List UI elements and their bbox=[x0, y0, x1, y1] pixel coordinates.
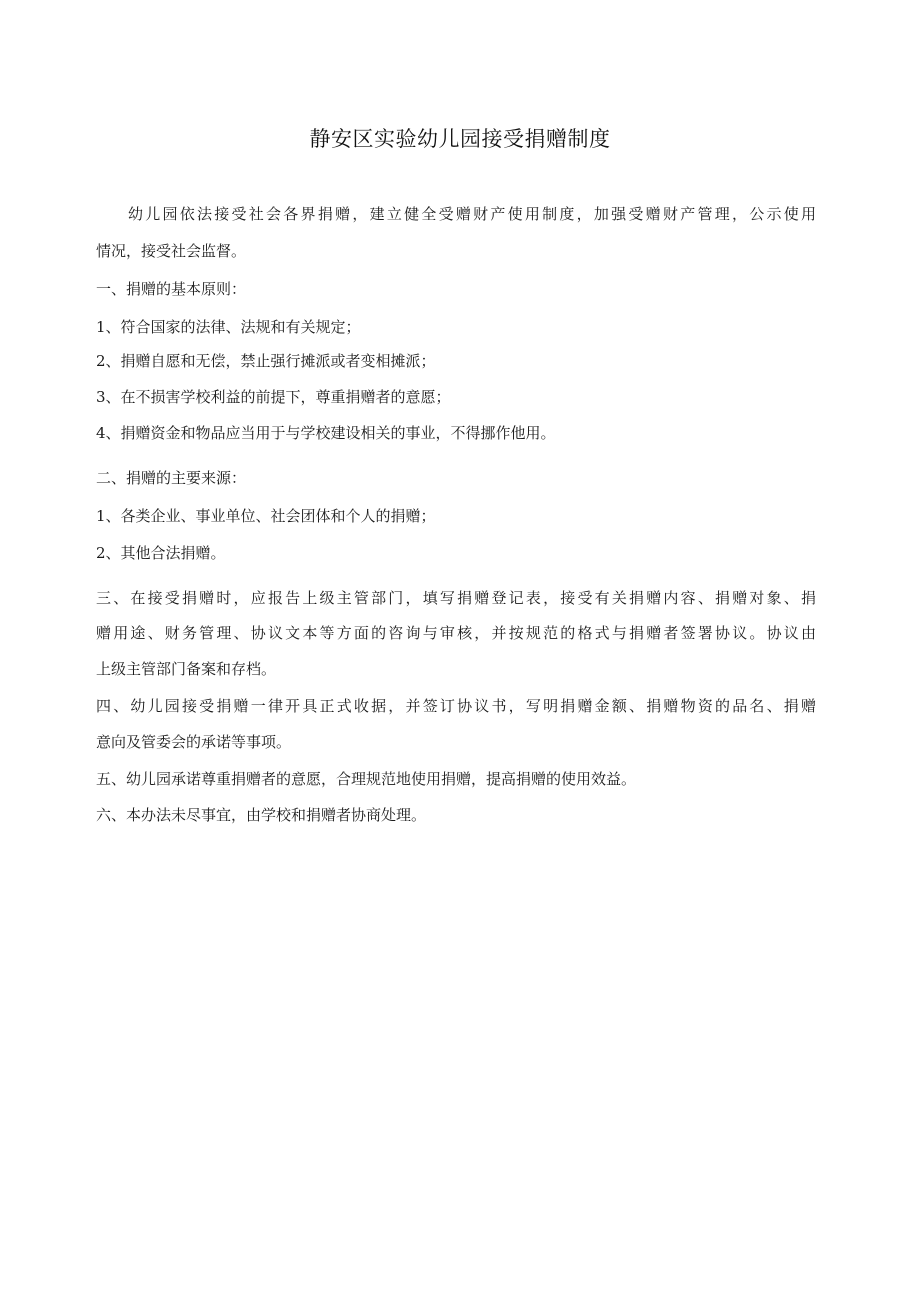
list-item: 3、在不损害学校利益的前提下，尊重捐赠者的意愿； bbox=[96, 388, 451, 406]
section-paragraph-line: 意向及管委会的承诺等事项。 bbox=[96, 733, 292, 751]
section-paragraph-line: 六、本办法未尽事宜，由学校和捐赠者协商处理。 bbox=[96, 806, 427, 824]
section-paragraph-line: 赠用途、财务管理、协议文本等方面的咨询与审核，并按规范的格式与捐赠者签署协议。协议由 bbox=[96, 624, 816, 642]
list-item: 1、符合国家的法律、法规和有关规定； bbox=[96, 318, 361, 336]
list-item: 4、捐赠资金和物品应当用于与学校建设相关的事业，不得挪作他用。 bbox=[96, 424, 556, 442]
list-item: 2、捐赠自愿和无偿，禁止强行摊派或者变相摊派； bbox=[96, 352, 436, 370]
section-paragraph-line: 上级主管部门备案和存档。 bbox=[96, 660, 277, 678]
intro-paragraph-line: 情况，接受社会监督。 bbox=[96, 242, 247, 260]
section-heading: 二、捐赠的主要来源： bbox=[96, 469, 247, 487]
intro-paragraph-line: 幼儿园依法接受社会各界捐赠，建立健全受赠财产使用制度，加强受赠财产管理，公示使用 bbox=[128, 205, 816, 223]
section-paragraph-line: 五、幼儿园承诺尊重捐赠者的意愿，合理规范地使用捐赠，提高捐赠的使用效益。 bbox=[96, 770, 637, 788]
list-item: 2、其他合法捐赠。 bbox=[96, 544, 226, 562]
document-title: 静安区实验幼儿园接受捐赠制度 bbox=[309, 127, 611, 151]
section-paragraph-line: 四、幼儿园接受捐赠一律开具正式收据，并签订协议书，写明捐赠金额、捐赠物资的品名、捐赠 bbox=[96, 697, 816, 715]
section-heading: 一、捐赠的基本原则： bbox=[96, 280, 247, 298]
section-paragraph-line: 三、在接受捐赠时，应报告上级主管部门，填写捐赠登记表，接受有关捐赠内容、捐赠对象、捐 bbox=[96, 589, 816, 607]
list-item: 1、各类企业、事业单位、社会团体和个人的捐赠； bbox=[96, 507, 436, 525]
